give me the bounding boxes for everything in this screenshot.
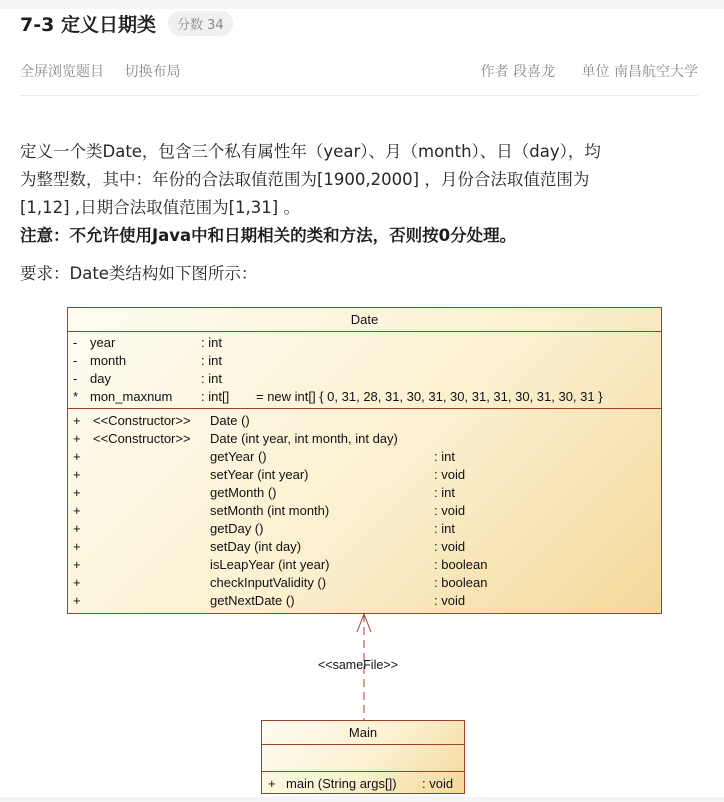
visibility-marker: + xyxy=(73,485,81,500)
uml-attribute-row xyxy=(68,352,661,370)
visibility-marker: + xyxy=(73,593,81,608)
method-signature: setYear (int year) xyxy=(210,467,309,482)
return-type: : int xyxy=(434,449,455,464)
return-type: : boolean xyxy=(434,557,488,572)
samefile-label: <<sameFile>> xyxy=(318,658,398,672)
visibility-marker: + xyxy=(73,431,81,446)
attribute-type: : int xyxy=(201,353,222,368)
uml-method-row xyxy=(68,592,661,610)
visibility-marker: + xyxy=(73,467,81,482)
uml-class-name: Main xyxy=(262,721,464,745)
attribute-type: : int[] xyxy=(201,389,230,404)
problem-toolbar xyxy=(20,58,698,82)
uml-methods xyxy=(68,409,661,610)
switch-layout-link[interactable]: 切换布局 xyxy=(124,64,181,80)
uml-class-name: Date xyxy=(68,308,661,332)
visibility-marker: + xyxy=(268,776,276,791)
method-signature: getYear () xyxy=(210,449,267,464)
method-signature: isLeapYear (int year) xyxy=(210,557,330,572)
attribute-initializer: = new int[] { 0, 31, 28, 31, 30, 31, 30, 31, 31, 30, 31, 30, 31 } xyxy=(256,389,603,404)
fullscreen-view-link[interactable]: 全屏浏览题目 xyxy=(20,64,104,80)
warning-text: 注意：不允许使用Java中和日期相关的类和方法，否则按0分处理。 xyxy=(20,226,517,245)
return-type: : void xyxy=(434,503,466,518)
attribute-name: mon_maxnum xyxy=(90,389,173,404)
problem-description xyxy=(20,138,704,250)
return-type: : void xyxy=(434,593,466,608)
top-strip xyxy=(0,0,724,9)
method-signature: checkInputValidity () xyxy=(210,575,327,590)
uml-method-row xyxy=(68,520,661,538)
description-line: 定义一个类Date，包含三个私有属性年（year）、月（month）、日（day），均 xyxy=(20,142,601,161)
visibility-marker: + xyxy=(73,503,81,518)
uml-method-row xyxy=(68,538,661,556)
return-type: : void xyxy=(434,539,466,554)
uml-attributes xyxy=(68,332,661,409)
method-signature: main (String args[]) xyxy=(286,776,397,791)
score-badge: 分数 34 xyxy=(168,11,233,36)
uml-method-row xyxy=(68,556,661,574)
bottom-strip xyxy=(0,797,724,802)
uml-method-row xyxy=(68,466,661,484)
method-signature: getNextDate () xyxy=(210,593,295,608)
return-type: : boolean xyxy=(434,575,488,590)
visibility-marker: + xyxy=(73,413,81,428)
uml-attribute-row xyxy=(68,334,661,352)
problem-title: 7-3 定义日期类 xyxy=(20,13,156,36)
divider xyxy=(20,95,698,96)
visibility-marker: + xyxy=(73,539,81,554)
uml-method-row xyxy=(262,775,464,793)
return-type: : void xyxy=(422,776,454,791)
uml-attributes xyxy=(262,745,464,772)
visibility-marker: - xyxy=(73,335,78,350)
method-signature: getMonth () xyxy=(210,485,277,500)
uml-method-row xyxy=(68,502,661,520)
author-info: 作者 段喜龙 xyxy=(480,64,556,80)
return-type: : void xyxy=(434,467,466,482)
method-stereotype: <<Constructor>> xyxy=(93,413,191,428)
method-signature: getDay () xyxy=(210,521,264,536)
method-signature: setDay (int day) xyxy=(210,539,302,554)
visibility-marker: - xyxy=(73,371,78,386)
visibility-marker: + xyxy=(73,557,81,572)
visibility-marker: - xyxy=(73,353,78,368)
requirement-text: 要求：Date类结构如下图所示： xyxy=(20,264,258,283)
unit-info: 单位 南昌航空大学 xyxy=(581,64,698,80)
method-signature: setMonth (int month) xyxy=(210,503,330,518)
uml-class-main xyxy=(261,720,465,794)
visibility-marker: * xyxy=(73,389,79,404)
attribute-name: month xyxy=(90,353,127,368)
attribute-type: : int xyxy=(201,335,222,350)
uml-attribute-row xyxy=(68,370,661,388)
return-type: : int xyxy=(434,521,455,536)
description-line: 为整型数，其中：年份的合法取值范围为[1900,2000] ，月份合法取值范围为 xyxy=(20,170,590,189)
visibility-marker: + xyxy=(73,575,81,590)
uml-method-row xyxy=(68,484,661,502)
uml-class-date xyxy=(67,307,662,614)
attribute-type: : int xyxy=(201,371,222,386)
uml-attribute-row xyxy=(68,388,661,406)
description-line: [1,12] ,日期合法取值范围为[1,31] 。 xyxy=(20,198,300,217)
attribute-name: year xyxy=(90,335,116,350)
visibility-marker: + xyxy=(73,521,81,536)
return-type: : int xyxy=(434,485,455,500)
method-stereotype: <<Constructor>> xyxy=(93,431,191,446)
uml-methods xyxy=(262,772,464,793)
uml-method-row xyxy=(68,448,661,466)
uml-method-row xyxy=(68,412,661,430)
problem-header xyxy=(20,10,233,36)
visibility-marker: + xyxy=(73,449,81,464)
uml-method-row xyxy=(68,574,661,592)
method-signature: Date (int year, int month, int day) xyxy=(210,431,398,446)
method-signature: Date () xyxy=(210,413,250,428)
uml-method-row xyxy=(68,430,661,448)
attribute-name: day xyxy=(90,371,111,386)
